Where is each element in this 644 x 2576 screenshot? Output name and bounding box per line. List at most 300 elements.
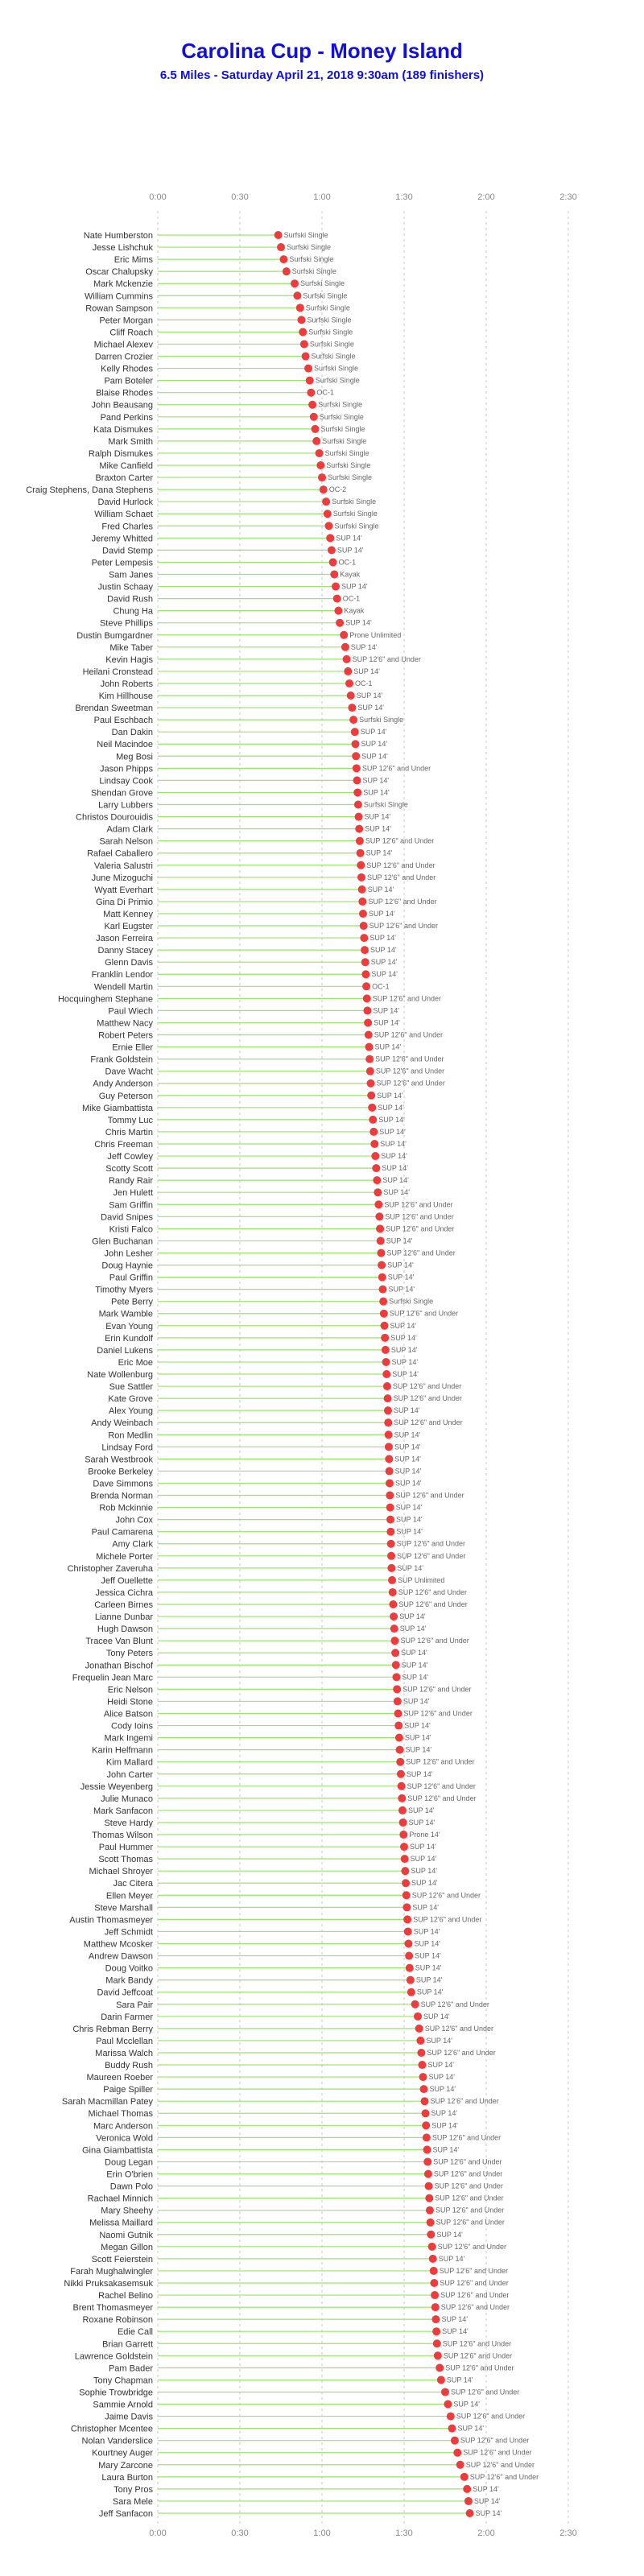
finish-time-point [336, 619, 344, 627]
result-row [96, 1552, 465, 1562]
finisher-name: Jaime Davis [105, 2412, 153, 2422]
result-row [92, 2255, 465, 2264]
finish-time-point [300, 340, 308, 348]
finish-time-point [456, 2461, 464, 2469]
finish-time-point [341, 643, 349, 651]
finish-time-point [424, 2170, 432, 2178]
result-row [101, 1443, 420, 1452]
finisher-name: Jen Hulett [113, 1188, 153, 1199]
craft-class-label: SUP 14' [446, 2376, 473, 2384]
result-row [105, 1322, 416, 1331]
craft-class-label: SUP 12'6" and Under [368, 897, 437, 906]
finish-time-point [364, 1018, 372, 1026]
finish-time-point [387, 1564, 395, 1572]
finish-time-point [434, 2351, 442, 2359]
finish-time-point [382, 1370, 390, 1378]
craft-class-label: SUP 14' [404, 1721, 431, 1730]
craft-class-label: SUP 14' [429, 2085, 456, 2094]
finish-time-point [332, 583, 340, 591]
finisher-name: Jac Citera [113, 1879, 153, 1889]
finish-time-point [399, 1818, 407, 1827]
finisher-name: Pam Bader [108, 2363, 153, 2374]
craft-class-label: Surfski Single [315, 376, 360, 385]
finisher-name: Christos Dourouidis [76, 812, 153, 823]
result-row [101, 1576, 444, 1586]
finisher-name: Dave Simmons [93, 1479, 153, 1489]
finisher-name: Pand Perkins [100, 412, 153, 423]
craft-class-label: SUP 12'6" and Under [394, 1418, 463, 1427]
finish-time-point [312, 437, 320, 445]
craft-class-label: SUP 14' [457, 2424, 485, 2433]
finisher-name: David Rush [107, 594, 153, 605]
result-row [102, 2339, 511, 2349]
craft-class-label: SUP 12'6" and Under [375, 1067, 445, 1075]
craft-class-label: Surfski Single [303, 291, 348, 300]
craft-class-label: SUP 14' [402, 1673, 429, 1682]
result-row [108, 1430, 420, 1440]
craft-class-label: Surfski Single [300, 279, 345, 288]
result-row [98, 1855, 436, 1864]
craft-class-label: Surfski Single [318, 400, 363, 409]
craft-class-label: SUP 12'6" and Under [366, 873, 436, 881]
craft-class-label: SUP 14' [374, 1042, 402, 1051]
finisher-name: Steve Phillips [99, 618, 153, 629]
craft-class-label: Surfski Single [332, 510, 378, 518]
x-tick-label-top: 1:30 [395, 192, 413, 202]
finisher-name: Mark Sanfacon [93, 1806, 153, 1816]
finish-time-point [322, 497, 330, 506]
finish-time-point [377, 1236, 385, 1245]
finish-time-point [320, 485, 328, 493]
result-row [91, 1418, 462, 1428]
finisher-name: Ron Medlin [108, 1430, 153, 1441]
craft-class-label: SUP 12'6" and Under [465, 2460, 535, 2469]
finisher-name: Sammie Arnold [93, 2400, 153, 2410]
craft-class-label: SUP 12'6" and Under [434, 2182, 503, 2190]
craft-class-label: SUP 12'6" and Under [352, 654, 421, 663]
result-row [92, 970, 398, 980]
result-row [93, 2121, 458, 2131]
result-row [89, 1867, 438, 1876]
finisher-name: Doug Voitko [105, 1963, 153, 1974]
finisher-name: Shendan Grove [90, 788, 153, 799]
craft-class-label: SUP 12'6" and Under [366, 861, 436, 869]
craft-class-label: SUP 14' [402, 1697, 430, 1706]
finish-time-point [316, 449, 324, 457]
gridlines [158, 211, 568, 2524]
result-row [105, 1927, 440, 1937]
finisher-name: Sam Janes [108, 570, 153, 580]
result-row [97, 740, 387, 749]
finisher-name: Lawrence Goldstein [74, 2351, 153, 2362]
finish-time-point [363, 994, 371, 1002]
finish-time-point [371, 1152, 379, 1160]
finish-time-point [375, 1212, 383, 1220]
finisher-name: Lianne Dunbar [94, 1612, 153, 1623]
finish-time-point [430, 2279, 438, 2287]
finisher-name: Roxane Robinson [82, 2315, 153, 2326]
finisher-name: Scott Feierstein [91, 2254, 153, 2264]
finish-time-point [422, 2121, 430, 2129]
finish-time-point [293, 291, 301, 299]
finish-time-point [448, 2425, 456, 2433]
result-row [76, 813, 390, 823]
result-row [94, 340, 354, 349]
craft-class-label: SUP 14' [380, 1139, 407, 1148]
finisher-name: Randy Rair [108, 1176, 153, 1187]
result-row [101, 1212, 454, 1222]
finish-time-point [312, 425, 320, 433]
result-row [93, 1479, 421, 1488]
finish-time-point [401, 1855, 409, 1863]
craft-class-label: Prone Unlimited [349, 630, 402, 639]
finisher-name: Glenn Davis [105, 958, 153, 968]
result-row [98, 2291, 509, 2301]
finisher-name: Nate Wollenburg [87, 1370, 153, 1380]
finish-time-point [367, 1080, 375, 1088]
finisher-name: Erin O'brien [106, 2169, 153, 2180]
finish-time-point [430, 2267, 438, 2275]
result-row [99, 837, 434, 847]
result-row [109, 328, 353, 337]
finish-time-point [407, 1988, 415, 1996]
result-row [107, 1152, 407, 1162]
craft-class-label: SUP 14' [377, 1091, 403, 1100]
result-row [95, 2049, 495, 2058]
craft-class-label: SUP 12'6" and Under [435, 2194, 504, 2202]
result-row [106, 1649, 427, 1658]
finisher-name: Fred Charles [101, 522, 153, 532]
finish-time-point [369, 1128, 378, 1136]
finish-time-point [386, 1479, 394, 1487]
craft-class-label: SUP 12'6" and Under [427, 2048, 496, 2057]
result-row [103, 910, 395, 919]
result-row [75, 704, 384, 713]
result-row [104, 377, 359, 386]
finisher-name: Ellen Meyer [105, 1891, 153, 1901]
result-row [85, 1661, 428, 1670]
result-row [97, 1988, 443, 1998]
finisher-name: Pam Boteler [104, 376, 153, 386]
finisher-name: John Lesher [104, 1249, 153, 1259]
craft-class-label: Kayak [340, 570, 361, 579]
finish-time-point [307, 389, 315, 397]
finish-time-point [334, 607, 342, 615]
finish-time-point [356, 837, 364, 845]
x-tick-label-top: 2:00 [477, 192, 495, 202]
craft-class-label: Surfski Single [308, 328, 353, 336]
finish-time-point [426, 2207, 434, 2215]
craft-class-label: SUP 12'6" and Under [440, 2278, 509, 2287]
finish-time-point [353, 764, 361, 772]
finish-time-point [362, 982, 370, 990]
x-tick-label-top: 1:00 [313, 192, 331, 202]
finish-time-point [279, 255, 287, 263]
result-row [88, 1467, 421, 1476]
result-row [101, 2243, 506, 2252]
craft-class-label: Surfski Single [283, 231, 328, 239]
craft-class-label: SUP 14' [370, 946, 397, 955]
finish-time-point [463, 2485, 471, 2493]
result-row [97, 1018, 400, 1028]
finisher-name: Glen Buchanan [92, 1236, 153, 1247]
result-row [99, 1092, 403, 1101]
craft-class-label: SUP 14' [387, 1273, 415, 1282]
data-rows [26, 231, 539, 2519]
finish-time-point [384, 1394, 392, 1402]
x-tick-label-bottom: 2:30 [559, 2529, 577, 2538]
craft-class-label: SUP 14' [475, 2509, 502, 2517]
craft-class-label: Surfski Single [287, 243, 332, 252]
finisher-name: Julie Munaco [101, 1794, 153, 1804]
finish-time-point [328, 546, 336, 554]
result-row [105, 1964, 442, 1974]
result-row [99, 2509, 502, 2519]
craft-class-label: SUP 14' [406, 1769, 433, 1778]
craft-class-label: SUP 14' [431, 2109, 458, 2118]
finisher-name: Frequelin Jean Marc [72, 1673, 153, 1683]
craft-class-label: SUP 12'6" and Under [456, 2412, 526, 2421]
result-row [101, 2013, 450, 2022]
finish-time-point [357, 849, 365, 857]
craft-class-label: SUP 14' [370, 958, 398, 967]
craft-class-label: SUP 14' [396, 1527, 423, 1536]
craft-class-label: SUP 12'6" and Under [386, 1224, 455, 1233]
craft-class-label: SUP 12'6" and Under [413, 1915, 482, 1924]
finish-time-point [365, 1055, 374, 1063]
finisher-name: Hugh Dawson [97, 1624, 153, 1635]
craft-class-label: SUP 12'6" and Under [384, 1200, 453, 1209]
craft-class-label: SUP 14' [394, 1467, 422, 1476]
finish-time-point [466, 2509, 474, 2517]
finish-time-point [333, 595, 341, 603]
craft-class-label: SUP 12'6" and Under [369, 922, 438, 931]
result-row [68, 1564, 424, 1574]
finisher-name: David Jeffcoat [97, 1988, 153, 1998]
result-row [89, 449, 369, 459]
craft-class-label: SUP 14' [441, 2315, 469, 2324]
finisher-name: Mike Giambattista [81, 1103, 153, 1113]
craft-class-label: SUP 14' [341, 582, 368, 591]
finish-time-point [357, 873, 365, 881]
finisher-name: Dan Dakin [111, 728, 153, 738]
finisher-name: Darin Farmer [101, 2012, 153, 2022]
result-row [104, 1249, 455, 1258]
finish-time-point [302, 353, 310, 361]
craft-class-label: SUP 14' [392, 1370, 419, 1378]
result-row [98, 583, 368, 592]
result-row [106, 2170, 502, 2180]
craft-class-label: Surfski Single [309, 340, 354, 349]
finisher-name: Jessie Weyenberg [80, 1781, 153, 1792]
finisher-name: Alice Batson [103, 1709, 153, 1719]
finisher-name: Blaise Rhodes [96, 388, 153, 398]
finish-time-point [421, 2097, 429, 2105]
finisher-name: Timothy Myers [95, 1285, 153, 1295]
craft-class-label: SUP 14' [383, 1188, 410, 1197]
craft-class-label: SUP 14' [436, 2230, 463, 2239]
finisher-name: Rafael Caballero [87, 848, 153, 859]
finish-time-point [366, 1067, 374, 1075]
finish-time-point [376, 1224, 384, 1232]
finish-time-point [283, 267, 291, 275]
finish-time-point [405, 1952, 413, 1960]
result-row [99, 461, 370, 471]
craft-class-label: SUP 14' [382, 1176, 409, 1185]
result-row [105, 2061, 454, 2070]
craft-class-label: OC-1 [372, 982, 390, 991]
finish-time-point [402, 1879, 410, 1887]
finisher-name: Alex Young [108, 1406, 153, 1417]
finisher-name: Kata Dismukes [93, 424, 153, 435]
craft-class-label: SUP 14' [410, 1855, 437, 1864]
finisher-name: Meg Bosi [116, 752, 153, 762]
craft-class-label: SUP 14' [386, 1236, 413, 1245]
craft-class-label: SUP 14' [367, 885, 394, 894]
finish-time-point [396, 1758, 404, 1766]
finisher-name: David Snipes [101, 1212, 153, 1223]
finisher-name: Mark Wamble [98, 1309, 153, 1319]
finisher-name: Tracee Van Blunt [85, 1637, 153, 1647]
craft-class-label: SUP 14' [453, 2400, 480, 2409]
result-row [97, 1624, 427, 1634]
finisher-name: Mark Smith [108, 436, 153, 447]
craft-class-label: Surfski Single [289, 255, 334, 264]
craft-class-label: SUP 12'6" and Under [407, 1781, 476, 1790]
finisher-name: William Cummins [85, 291, 153, 302]
finish-time-point [427, 2219, 435, 2227]
finisher-name: Paul Griffin [109, 1273, 153, 1283]
result-row [107, 1770, 433, 1780]
result-row [94, 861, 436, 871]
x-tick-label-bottom: 1:30 [395, 2529, 413, 2538]
finisher-name: Braxton Carter [95, 473, 153, 484]
craft-class-label: SUP 12'6" and Under [400, 1637, 469, 1645]
finish-time-point [419, 2073, 427, 2081]
result-row [113, 2497, 501, 2507]
finisher-name: Justin Schaay [97, 582, 153, 592]
result-row [109, 1274, 415, 1283]
result-row [105, 2413, 525, 2422]
finish-time-point [393, 1685, 401, 1693]
finish-time-point [386, 1528, 394, 1536]
craft-class-label: SUP 14' [363, 788, 390, 797]
result-row [92, 1528, 423, 1538]
craft-class-label: SUP 14' [394, 1455, 421, 1463]
finish-time-point [316, 461, 324, 469]
finisher-name: Brooke Berkeley [88, 1467, 153, 1477]
finisher-name: Hocquinghem Stephane [57, 994, 153, 1005]
finisher-name: Guy Peterson [98, 1091, 153, 1101]
result-row [85, 291, 347, 301]
finisher-name: Sophie Trowbridge [79, 2388, 153, 2398]
craft-class-label: SUP 14' [336, 546, 364, 555]
result-row [83, 667, 381, 677]
result-row [116, 1516, 423, 1525]
result-row [85, 303, 350, 313]
craft-class-label: SUP 12'6" and Under [361, 764, 431, 773]
craft-class-label: SUP 14' [391, 1357, 419, 1366]
result-row [109, 1406, 420, 1416]
finisher-name: Sara Mele [112, 2496, 153, 2507]
finish-time-point [344, 667, 352, 675]
craft-class-label: SUP 14' [362, 776, 390, 785]
craft-class-label: SUP 14' [442, 2327, 469, 2336]
result-row [99, 1843, 436, 1852]
finish-time-point [402, 1891, 411, 1899]
finish-time-point [354, 801, 362, 809]
finish-time-point [275, 231, 283, 239]
craft-class-label: SUP 14' [365, 824, 391, 833]
craft-class-label: SUP 12'6" and Under [433, 2169, 503, 2178]
finisher-name: Dustin Bumgardner [76, 630, 153, 641]
finish-time-point [390, 1612, 398, 1620]
finish-time-point [437, 2376, 445, 2384]
result-row [94, 510, 378, 519]
craft-class-label: SUP 14' [360, 728, 387, 737]
finish-time-point [384, 1418, 392, 1426]
chart-subtitle: 6.5 Miles - Saturday April 21, 2018 9:30am (189 finishers) [159, 68, 485, 82]
craft-class-label: SUP 14' [411, 1879, 438, 1888]
finisher-name: Jason Ferreira [96, 934, 153, 944]
craft-class-label: SUP 12'6" and Under [420, 2000, 489, 2008]
result-row [86, 2073, 455, 2083]
finisher-name: Jeff Sanfacon [98, 2509, 153, 2519]
craft-class-label: SUP 14' [361, 752, 388, 761]
craft-class-label: Surfski Single [307, 316, 352, 324]
finish-time-point [386, 1467, 394, 1475]
craft-class-label: SUP 14' [404, 1733, 431, 1742]
finisher-name: Naomi Gutnik [99, 2230, 153, 2240]
finish-time-point [398, 1794, 406, 1802]
finisher-name: Mark Mckenzie [93, 279, 153, 290]
craft-class-label: SUP 14' [387, 1261, 414, 1269]
craft-class-label: SUP 14' [415, 1975, 443, 1984]
result-row [116, 2000, 489, 2010]
craft-class-label: Surfski Single [320, 424, 365, 433]
result-row [94, 1140, 407, 1150]
craft-class-label: Prone 14' [409, 1831, 440, 1839]
finisher-name: Sarah Macmillan Patey [61, 2097, 153, 2107]
finish-time-point [431, 2291, 439, 2299]
finish-time-point [361, 970, 369, 978]
finish-time-point [415, 2025, 423, 2033]
craft-class-label: OC-1 [338, 558, 357, 567]
finisher-name: Wendell Martin [93, 982, 153, 993]
finisher-name: Scotty Scott [105, 1164, 153, 1174]
craft-class-label: SUP 12'6" and Under [437, 2242, 506, 2251]
finisher-name: Buddy Rush [105, 2061, 153, 2071]
result-row [101, 413, 364, 423]
finish-time-point [395, 1734, 403, 1742]
finish-time-point [372, 1164, 380, 1172]
result-row [96, 934, 396, 943]
craft-class-label: SUP 14' [373, 1006, 400, 1015]
finisher-name: Jeff Cowley [107, 1152, 153, 1162]
finisher-name: Sue Sattler [109, 1382, 153, 1393]
craft-class-label: SUP 12'6" and Under [389, 1309, 459, 1318]
finish-time-point [353, 776, 361, 784]
finish-time-point [429, 2255, 437, 2263]
craft-class-label: SUP 12'6" and Under [431, 2133, 502, 2142]
finish-time-point [419, 2085, 427, 2093]
result-row [101, 679, 373, 689]
finish-time-point [373, 1176, 381, 1184]
finish-time-point [310, 413, 318, 421]
result-row [62, 2097, 499, 2107]
finisher-name: Christopher Mcentee [70, 2424, 153, 2434]
finisher-name: Brendan Sweetman [75, 704, 153, 714]
